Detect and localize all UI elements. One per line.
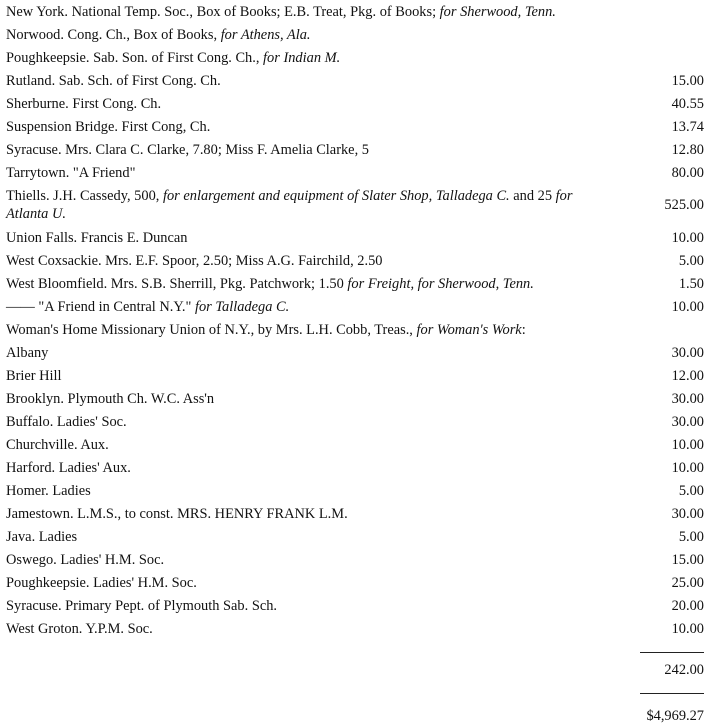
entry-text: Churchville. Aux. [6,437,109,453]
entry-description [6,390,614,408]
entry-amount: 1.50 [678,276,704,292]
entry-description [6,187,614,223]
entry-text: Jamestown. L.M.S., to const. MRS. HENRY FRANK L.M. [6,506,348,522]
entry-description [6,367,614,385]
entry-amount: 15.00 [671,552,704,568]
entry-text: Union Falls. Francis E. Duncan [6,230,188,246]
entry-designation: for Talladega C. [194,299,290,315]
entry-amount: 80.00 [671,165,704,181]
entry-designation: for Freight, for Sherwood, Tenn. [347,276,534,292]
entry-amount: 10.00 [671,460,704,476]
entry-text: West Coxsackie. Mrs. E.F. Spoor, 2.50; Miss A.G. Fairchild, 2.50 [6,253,383,269]
entry-description [6,141,614,159]
entry-amount: 12.00 [671,368,704,384]
entry-text: Thiells. J.H. Cassedy, 500, [6,188,163,204]
entry-description [6,49,614,67]
entry-text: Poughkeepsie. Ladies' H.M. Soc. [6,575,197,591]
entry-description [6,275,614,293]
entry-description [6,298,614,316]
entry-amount: 10.00 [671,437,704,453]
entry-description [6,3,614,21]
entry-text: Oswego. Ladies' H.M. Soc. [6,552,165,568]
entry-designation: for Sherwood, Tenn. [439,4,556,20]
entry-description [6,164,614,182]
entry-text: Woman's Home Missionary Union of N.Y., by Mrs. L.H. Cobb, Treas., [6,322,417,338]
entry-text: New York. National Temp. Soc., Box of Books; E.B. Treat, Pkg. of Books; [6,4,440,20]
subtotal-rule [640,652,704,653]
entry-amount: 40.55 [671,96,704,112]
entry-text: Norwood. Cong. Ch., Box of Books, [6,27,221,43]
entry-amount: 20.00 [671,598,704,614]
entry-text: —— "A Friend in Central N.Y." [6,299,195,315]
entry-text: Syracuse. Primary Pept. of Plymouth Sab. Sch. [6,598,278,614]
entry-description [6,482,614,500]
entry-description [6,252,614,270]
entry-description [6,620,614,638]
entry-description [6,597,614,615]
entry-text: Syracuse. Mrs. Clara C. Clarke, 7.80; Miss F. Amelia Clarke, 5 [6,142,369,158]
entry-description [6,118,614,136]
entry-amount: 10.00 [671,230,704,246]
entry-amount: 5.00 [678,529,704,545]
entry-amount: 5.00 [678,483,704,499]
entry-description [6,528,614,546]
entry-amount: 30.00 [671,414,704,430]
entry-text: Albany [6,345,49,361]
entry-text: Homer. Ladies [6,483,91,499]
subtotal-amount: 242.00 [664,662,704,678]
entry-text: Suspension Bridge. First Cong, Ch. [6,119,211,135]
entry-amount: 10.00 [671,299,704,315]
entry-text: Buffalo. Ladies' Soc. [6,414,127,430]
entry-text: Sherburne. First Cong. Ch. [6,96,162,112]
entry-designation: for Woman's Work [416,322,522,338]
entry-description [6,505,614,523]
entry-amount: 12.80 [671,142,704,158]
entry-text: Rutland. Sab. Sch. of First Cong. Ch. [6,73,221,89]
entry-text: West Groton. Y.P.M. Soc. [6,621,153,637]
entry-text: Brier Hill [6,368,62,384]
entry-description [6,436,614,454]
entry-amount: 15.00 [671,73,704,89]
entry-description [6,459,614,477]
entry-text: : [521,322,526,338]
entry-amount: 10.00 [671,621,704,637]
entry-text: Brooklyn. Plymouth Ch. W.C. Ass'n [6,391,215,407]
entry-amount: 25.00 [671,575,704,591]
entry-description [6,551,614,569]
entry-description [6,95,614,113]
entry-text: and 25 [509,188,556,204]
entry-description [6,72,614,90]
entry-description [6,413,614,431]
entry-text: West Bloomfield. Mrs. S.B. Sherrill, Pkg. Patchwork; 1.50 [6,276,348,292]
entry-description [6,344,614,362]
grand-total-amount: $4,969.27 [646,708,704,724]
entry-description [6,321,614,339]
entry-text: Java. Ladies [6,529,78,545]
entry-amount: 30.00 [671,391,704,407]
entry-designation: for Indian M. [263,50,341,66]
entry-amount: 13.74 [671,119,704,135]
entry-amount: 5.00 [678,253,704,269]
entry-text: Poughkeepsie. Sab. Son. of First Cong. Ch., [6,50,264,66]
entry-designation: for enlargement and equipment of Slater Shop, Talladega C. [162,188,510,204]
entry-text: Harford. Ladies' Aux. [6,460,131,476]
entry-text: Tarrytown. "A Friend" [6,165,136,181]
entry-designation: for Athens, Ala. [220,27,311,43]
entry-amount: 525.00 [664,197,704,213]
entry-description [6,574,614,592]
entry-amount: 30.00 [671,506,704,522]
entry-description [6,26,614,44]
entry-designation: for Atlanta U. [6,188,573,222]
entry-description [6,229,614,247]
grand-total-rule [640,693,704,694]
entry-amount: 30.00 [671,345,704,361]
